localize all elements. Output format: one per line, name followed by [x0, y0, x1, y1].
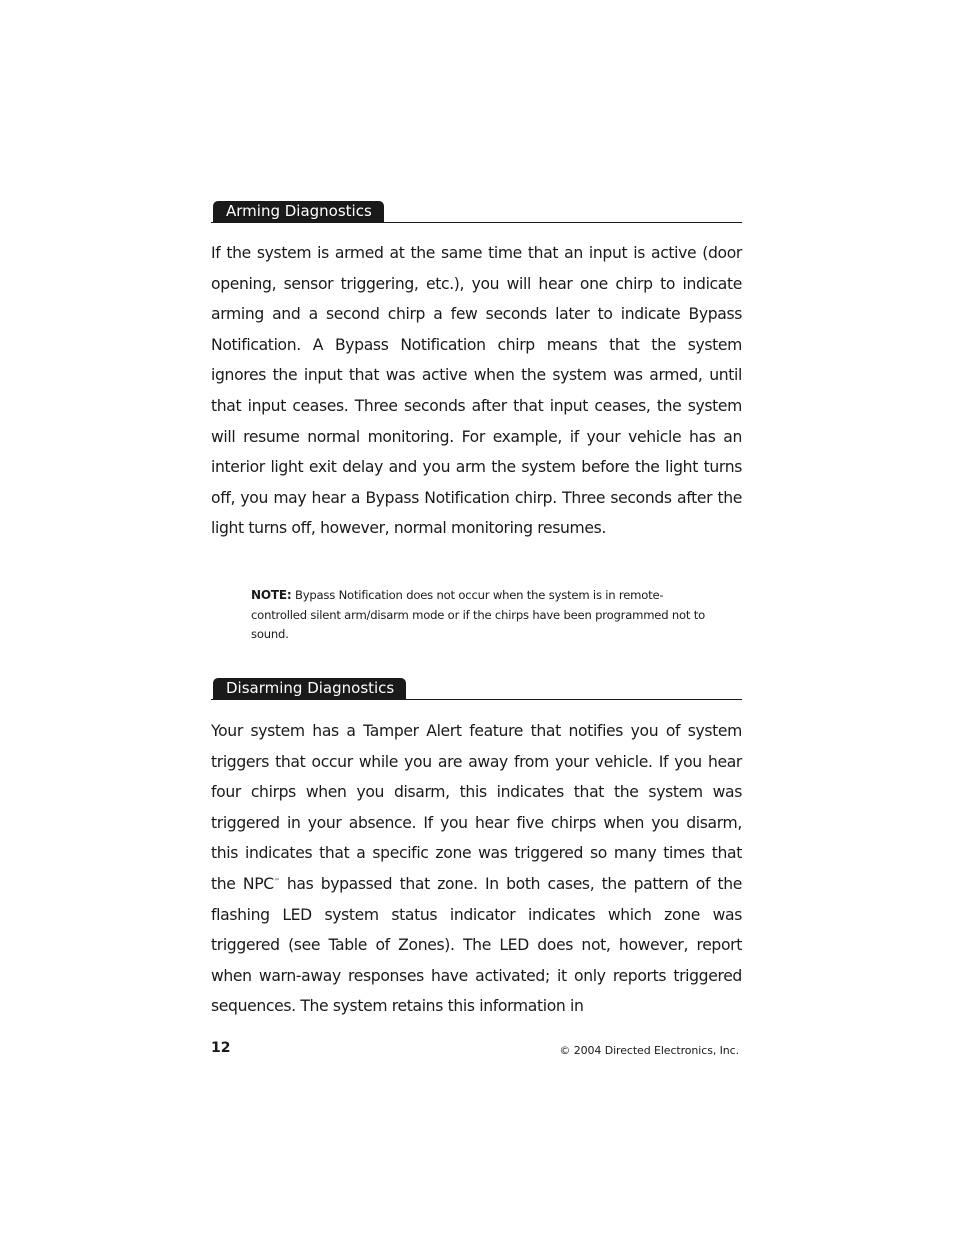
- arming-diagnostics-title: Arming Diagnostics: [213, 201, 384, 222]
- disarming-paragraph-part-2: has bypassed that zone. In both cases, the pattern of the flashing LED system status indicator indicates which zone was triggered (see Table of Zones). The LED does not, however, report when warn-away responses have activated; it only reports triggered sequences. The system retains this information in: [211, 874, 742, 1016]
- disarming-diagnostics-paragraph: [211, 716, 742, 1022]
- arming-diagnostics-paragraph: If the system is armed at the same time that an input is active (door opening, sensor triggering, etc.), you will hear one chirp to indicate arming and a second chirp a few seconds later to indicate Bypass Notification. A Bypass Notification chirp means that the system ignores the input that was active when the system was armed, until that input ceases. Three seconds after that input ceases, the system will resume normal monitoring. For example, if your vehicle has an interior light exit delay and you arm the system before the light turns off, you may hear a Bypass Notification chirp. Three seconds after the light turns off, however, normal monitoring resumes.: [211, 244, 742, 538]
- arming-diagnostics-header: [211, 200, 742, 223]
- bypass-note: [251, 586, 711, 645]
- note-text: Bypass Notification does not occur when the system is in remote-controlled silent arm/disarm mode or if the chirps have been programmed not to sound.: [251, 588, 705, 641]
- note-label: NOTE:: [251, 588, 292, 602]
- page-number: 12: [211, 1040, 231, 1056]
- disarming-diagnostics-title: Disarming Diagnostics: [213, 678, 406, 699]
- disarming-diagnostics-header: [211, 677, 742, 700]
- disarming-paragraph-part-1: Your system has a Tamper Alert feature that notifies you of system triggers that occur while you are away from your vehicle. If you hear four chirps when you disarm, this indicates that the system was triggered in your absence. If you hear five chirps when you disarm, this indicates that a specific zone was triggered so many times that the NPC: [211, 722, 742, 893]
- trademark-mark: ™: [273, 877, 280, 885]
- copyright-notice: © 2004 Directed Electronics, Inc.: [559, 1044, 739, 1057]
